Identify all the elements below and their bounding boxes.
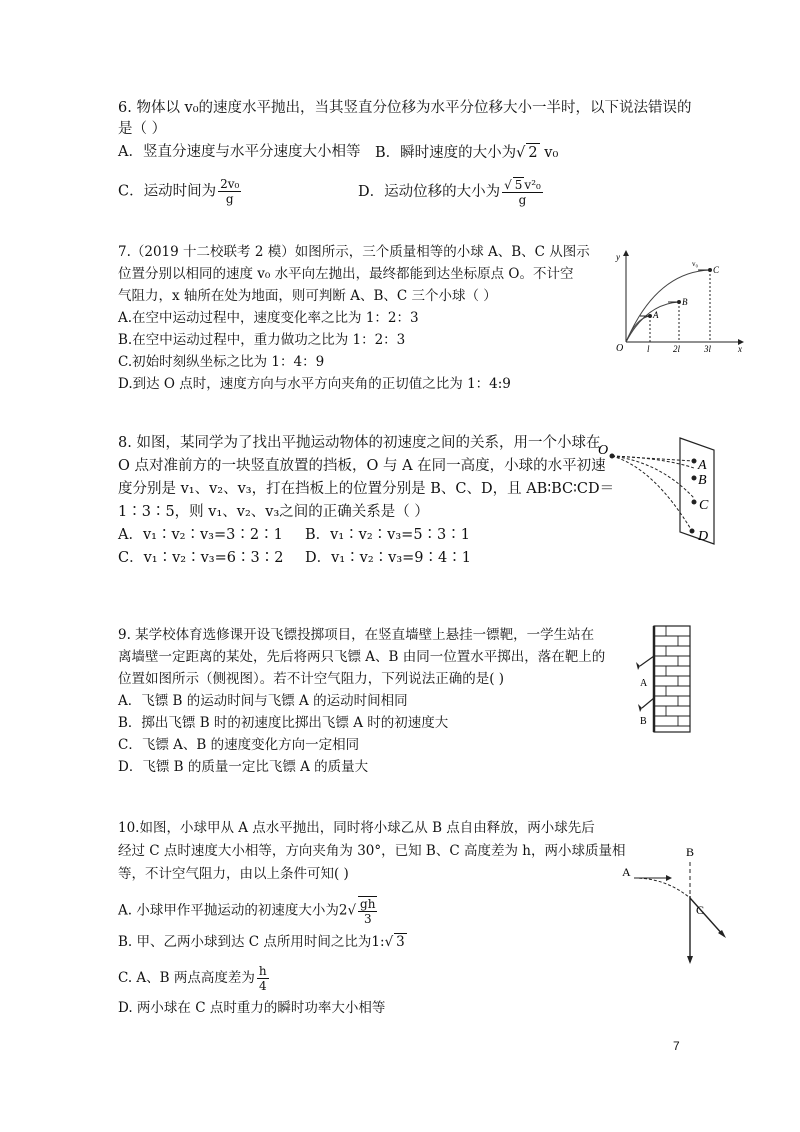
q9-stem-line3: 位置如图所示（侧视图）。若不计空气阻力，下列说法正确的是( ) [118, 671, 505, 687]
tick-2l: 2l [673, 344, 681, 354]
q10-stem-line2: 经过 C 点时速度大小相等，方向夹角为 30°，已知 B、C 高度差为 h，两小球质量相 [118, 843, 626, 859]
q9-option-b: B．掷出飞镖 B 时的初速度比掷出飞镖 A 时的初速度大 [118, 715, 449, 731]
q6-option-d: D．运动位移的大小为 $\frac{\text{√ 5 v²₀}}{g}$ [358, 178, 541, 207]
q10-stem-line1: 10.如图，小球甲从 A 点水平抛出，同时将小球乙从 B 点自由释放，两小球先后 [118, 820, 595, 836]
page-number: 7 [673, 1039, 680, 1053]
dart-a-label: A [640, 678, 648, 689]
x-axis-label: x [738, 344, 742, 354]
q10-option-a: A. 小球甲作平抛运动的初速度大小为2√ $\frac{gh}{3}$ [118, 897, 376, 926]
ball-b-label: B [682, 297, 688, 307]
q6-option-c: C．运动时间为 $\frac{\text{2v₀}}{g}$ [118, 177, 240, 206]
q7-option-b: B.在空中运动过程中，重力做功之比为 1：2：3 [118, 332, 406, 348]
q8-option-a: A．v₁∶v₂∶v₃=3∶2∶1 [118, 527, 283, 543]
q8-stem-line2: O 点对准前方的一块竖直放置的挡板，O 与 A 在同一高度，小球的水平初速 [118, 458, 606, 474]
q8-baffle-figure [594, 432, 724, 550]
tick-3l: 3l [704, 344, 712, 354]
q8-option-d: D．v₁∶v₂∶v₃=9∶4∶1 [305, 550, 471, 566]
q10-option-c: C. A、B 两点高度差为 $\frac{h}{4}$ [118, 964, 267, 993]
q8-stem-line3: 度分别是 v₁、v₂、v₃，打在挡板上的位置分别是 B、C、D，且 AB∶BC∶CD＝ [118, 481, 615, 497]
q6-stem-line1: 6. 物体以 v₀的速度水平抛出，当其竖直分位移为水平分位移大小一半时，以下说法错误的 [118, 100, 692, 116]
q9-option-c: C．飞镖 A、B 的速度变化方向一定相同 [118, 737, 360, 753]
q10-stem-line3: 等，不计空气阻力，由以上条件可知( ) [118, 866, 349, 882]
point-b-label: B [698, 473, 707, 488]
q10-option-b: B. 甲、乙两小球到达 C 点所用时间之比为1:√ 3 [118, 934, 405, 950]
dart-b-label: B [640, 716, 647, 727]
point-a-label: A [698, 458, 707, 473]
y-axis-label: y [616, 252, 620, 262]
q9-stem-line1: 9. 某学校体育选修课开设飞镖投掷项目，在竖直墙壁上悬挂一镖靶，一学生站在 [118, 627, 595, 643]
q8-option-b: B．v₁∶v₂∶v₃=5∶3∶1 [305, 527, 470, 543]
q7-option-c: C.初始时刻纵坐标之比为 1：4：9 [118, 354, 325, 370]
point-b-label: B [686, 845, 695, 859]
q9-option-d: D．飞镖 B 的质量一定比飞镖 A 的质量大 [118, 759, 369, 775]
origin-label: O [616, 343, 624, 354]
q7-option-d: D.到达 O 点时，速度方向与水平方向夹角的正切值之比为 1：4:9 [118, 376, 511, 392]
q8-stem-line4: 1∶3∶5，则 v₁、v₂、v₃之间的正确关系是（ ） [118, 504, 429, 520]
q9-dartboard-wall-figure [630, 624, 694, 736]
q8-option-c: C．v₁∶v₂∶v₃=6∶3∶2 [118, 550, 284, 566]
point-a-label: A [622, 865, 631, 879]
q7-trajectory-figure [606, 246, 746, 356]
q7-stem-line1: 7.（2019 十二校联考 2 模）如图所示，三个质量相等的小球 A、B、C 从图示 [118, 244, 590, 260]
q6-option-b: B．瞬时速度的大小为√ 2 v₀ [375, 145, 559, 161]
q8-stem-line1: 8. 如图，某同学为了找出平抛运动物体的初速度之间的关系，用一个小球在 [118, 435, 601, 451]
q9-stem-line2: 离墙壁一定距离的某处，先后将两只飞镖 A、B 由同一位置水平掷出，落在靶上的 [118, 649, 606, 665]
q10-trajectory-figure [616, 836, 756, 970]
q10-option-d: D. 两小球在 C 点时重力的瞬时功率大小相等 [118, 1000, 386, 1016]
q9-option-a: A．飞镖 B 的运动时间与飞镖 A 的运动时间相同 [118, 693, 408, 709]
q7-stem-line2: 位置分别以相同的速度 v₀ 水平向左抛出，最终都能到达坐标原点 O。不计空 [118, 266, 574, 282]
q7-option-a: A.在空中运动过程中，速度变化率之比为 1：2：3 [118, 310, 419, 326]
tick-l: l [647, 344, 650, 354]
point-o-label: O [598, 443, 609, 458]
point-d-label: D [698, 529, 709, 544]
point-c-label: C [696, 903, 705, 917]
v0-label: v₀ [692, 260, 698, 268]
q7-stem-line3: 气阻力，x 轴所在处为地面，则可判断 A、B、C 三个小球（ ） [118, 288, 497, 304]
ball-a-label: A [653, 310, 659, 320]
point-c-label: C [699, 498, 709, 513]
q6-option-a: A．竖直分速度与水平分速度大小相等 [118, 144, 361, 160]
ball-c-label: C [713, 265, 720, 275]
q6-stem-line2: 是（ ） [118, 121, 167, 137]
